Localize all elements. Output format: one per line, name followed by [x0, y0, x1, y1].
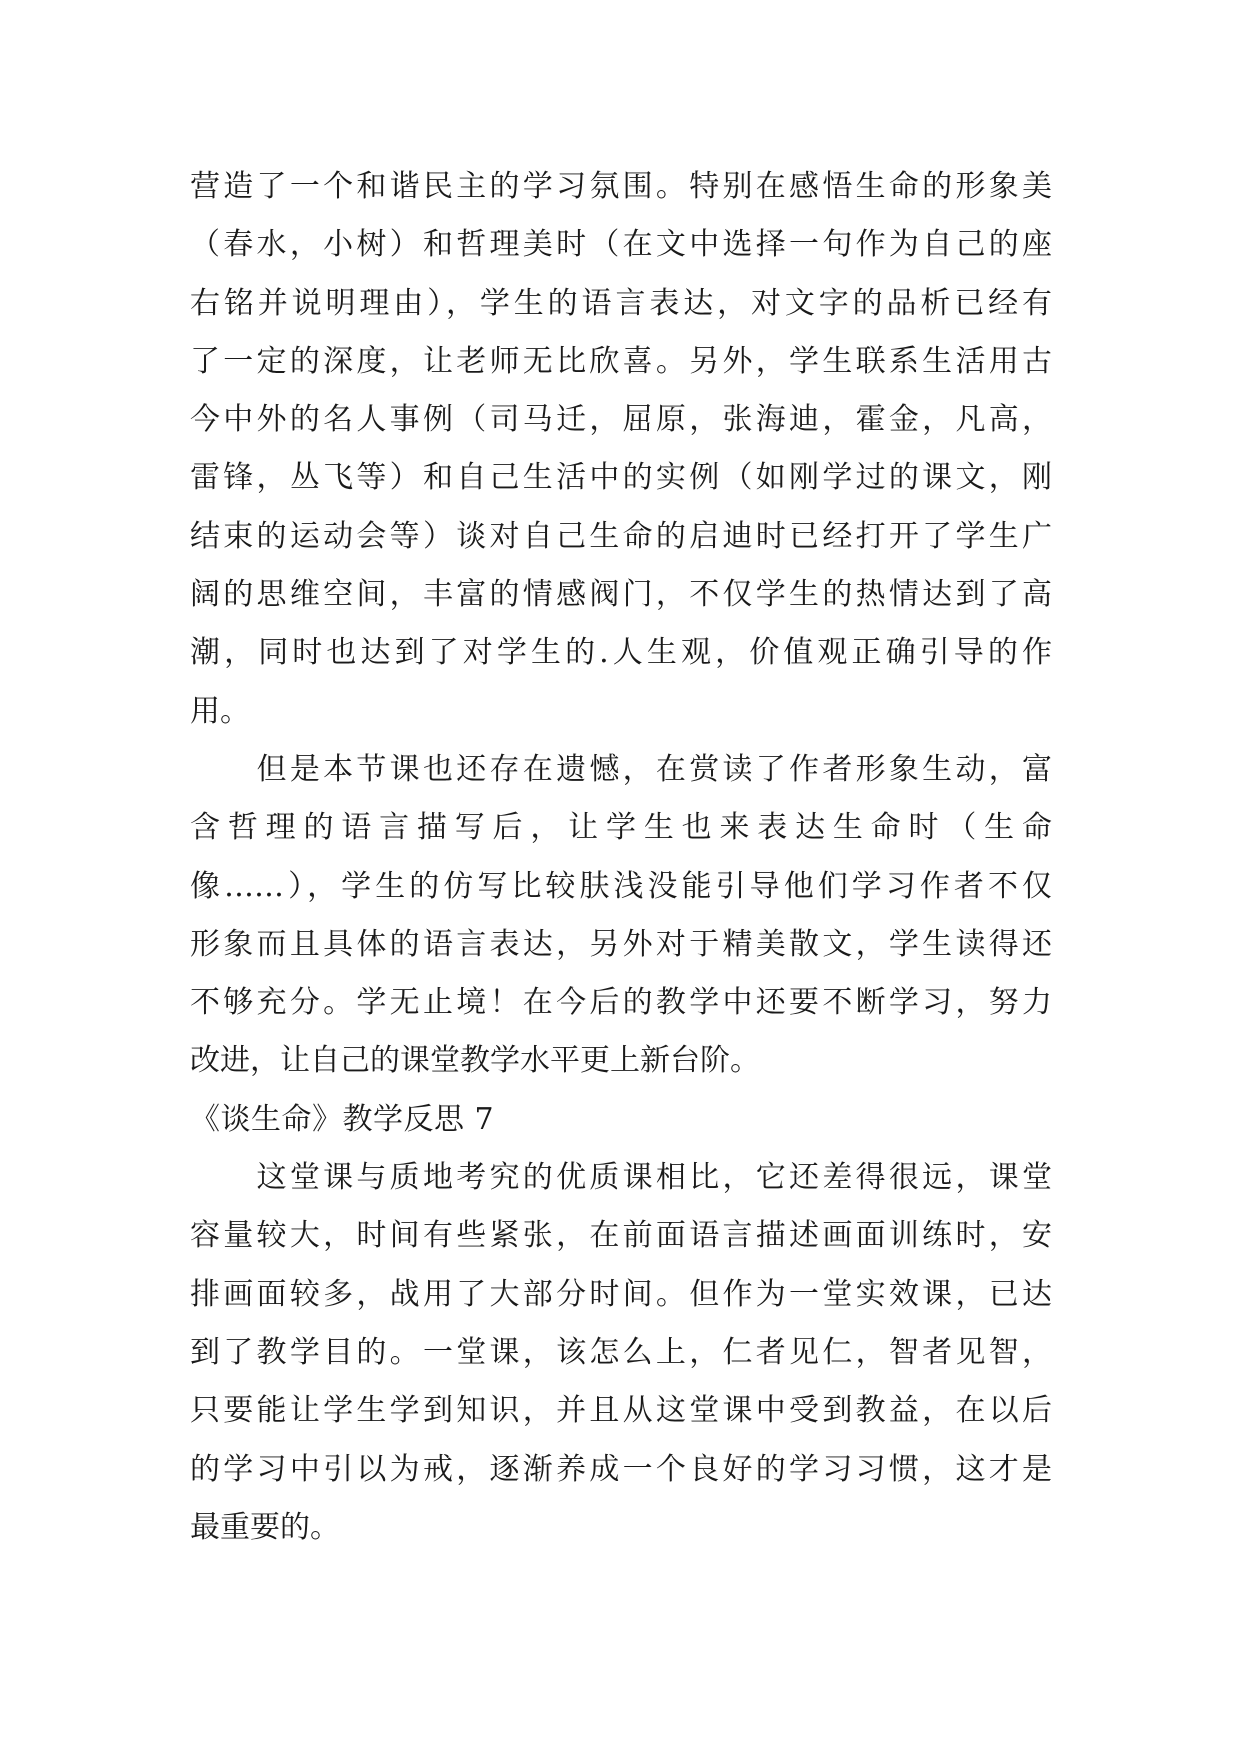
text-line: 右铭并说明理由），学生的语言表达，对文字的品析已经有: [190, 285, 1052, 321]
section-heading: [190, 1091, 1052, 1149]
text-line: 今中外的名人事例（司马迁，屈原，张海迪，霍金，凡高，: [190, 402, 1052, 438]
text-line: 到了教学目的。一堂课，该怎么上，仁者见仁，智者见智，: [190, 1334, 1052, 1370]
text-line: 结束的运动会等）谈对自己生命的启迪时已经打开了学生广: [190, 518, 1052, 554]
text-line: 形象而且具体的语言表达，另外对于精美散文，学生读得还: [190, 926, 1052, 962]
paragraph-1: [190, 158, 1052, 741]
text-line: 的学习中引以为戒，逐渐养成一个良好的学习习惯，这才是: [190, 1451, 1052, 1487]
heading-line: 《谈生命》教学反思 7: [190, 1101, 495, 1137]
text-line: 但是本节课也还存在遗憾，在赏读了作者形象生动，富: [190, 751, 1052, 787]
text-line: 雷锋，丛飞等）和自己生活中的实例（如刚学过的课文，刚: [190, 460, 1052, 496]
text-line: 这堂课与质地考究的优质课相比，它还差得很远，课堂: [190, 1160, 1052, 1196]
text-line: 容量较大，时间有些紧张，在前面语言描述画面训练时，安: [190, 1218, 1052, 1254]
text-line: 阔的思维空间，丰富的情感阀门，不仅学生的热情达到了高: [190, 577, 1052, 613]
text-line: 排画面较多，战用了大部分时间。但作为一堂实效课，已达: [190, 1276, 1052, 1312]
paragraph-2: [190, 741, 1052, 1091]
text-line: 只要能让学生学到知识，并且从这堂课中受到教益，在以后: [190, 1393, 1052, 1429]
text-line: （春水，小树）和哲理美时（在文中选择一句作为自己的座: [190, 227, 1052, 263]
document-body: [190, 158, 1052, 1557]
text-line: 营造了一个和谐民主的学习氛围。特别在感悟生命的形象美: [190, 169, 1052, 204]
text-line: 潮，同时也达到了对学生的.人生观，价值观正确引导的作: [190, 635, 1052, 671]
text-line: 不够充分。学无止境！在今后的教学中还要不断学习，努力: [190, 985, 1052, 1021]
text-line: 含哲理的语言描写后，让学生也来表达生命时（生命: [190, 810, 1052, 846]
paragraph-3: [190, 1149, 1052, 1557]
text-line: 像……），学生的仿写比较肤浅没能引导他们学习作者不仅: [190, 868, 1052, 904]
text-line: 最重要的。: [190, 1509, 340, 1545]
text-line: 改进，让自己的课堂教学水平更上新台阶。: [190, 1043, 760, 1079]
text-line: 了一定的深度，让老师无比欣喜。另外，学生联系生活用古: [190, 343, 1052, 379]
text-line: 用。: [190, 693, 250, 729]
